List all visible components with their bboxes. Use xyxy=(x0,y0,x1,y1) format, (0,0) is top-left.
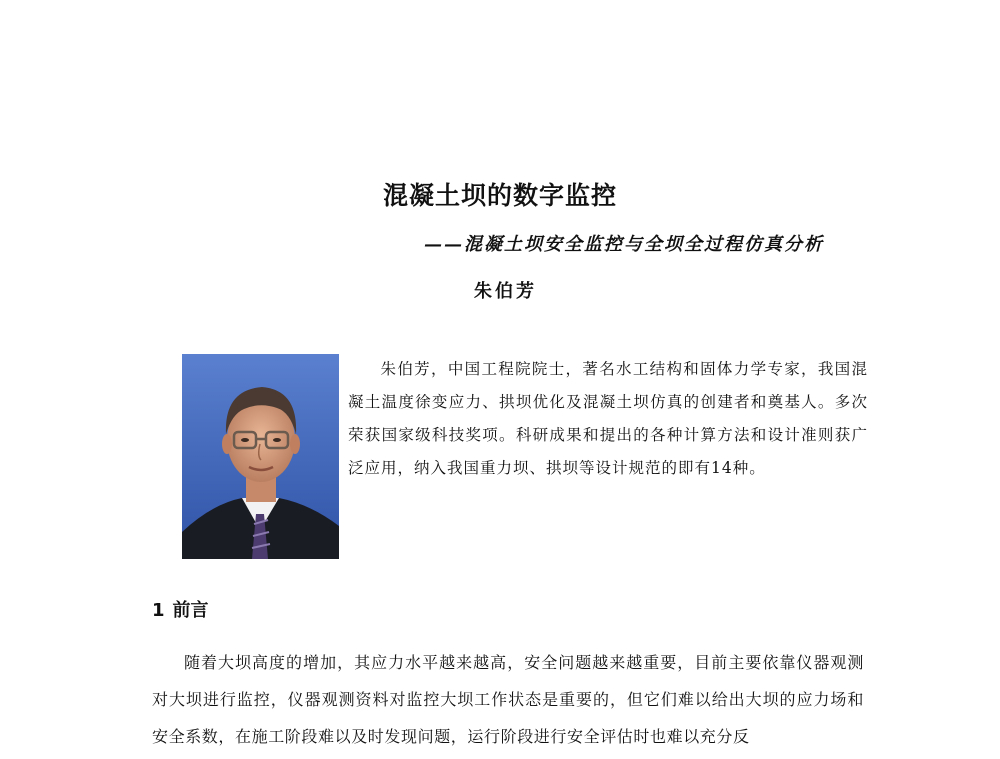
section-title: 前言 xyxy=(172,600,209,621)
author-portrait-photo xyxy=(182,354,339,559)
article-subtitle: ——混凝土坝安全监控与全坝全过程仿真分析 xyxy=(424,234,824,255)
article-author: 朱伯芳 xyxy=(474,281,537,302)
article-title: 混凝土坝的数字监控 xyxy=(382,181,617,210)
portrait-illustration xyxy=(182,354,339,559)
body-paragraph: 随着大坝高度的增加，其应力水平越来越高，安全问题越来越重要，目前主要依靠仪器观测对大坝进行监控，仪器观测资料对监控大坝工作状态是重要的，但它们难以给出大坝的应力场和安全系数，在施工阶段难以及时发现问题，运行阶段进行安全评估时也难以充分反 xyxy=(152,653,864,746)
author-biography: 朱伯芳，中国工程院院士，著名水工结构和固体力学专家，我国混凝土温度徐变应力、拱坝优化及混凝土坝仿真的创建者和奠基人。多次荣获国家级科技奖项。科研成果和提出的各种计算方法和设计准则获广泛应用，纳入我国重力坝、拱坝等设计规范的即有14种。 xyxy=(348,360,868,477)
section-heading xyxy=(152,596,209,622)
section-number: 1 xyxy=(152,600,165,621)
